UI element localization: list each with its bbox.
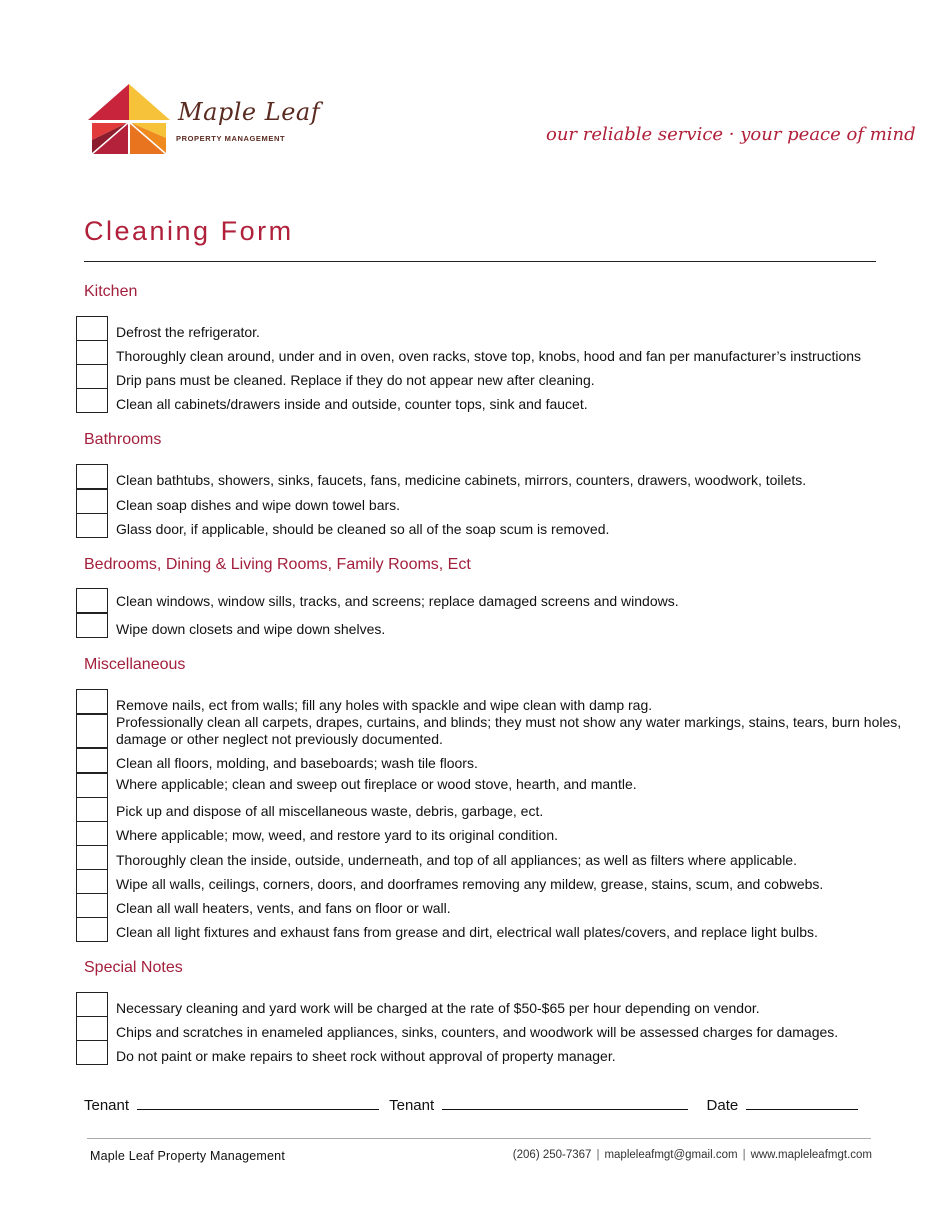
checkbox[interactable] [76,588,108,613]
tenant-signature-field[interactable] [442,1096,688,1110]
checklist-item: Where applicable; clean and sweep out fireplace or wood stove, hearth, and mantle. [116,776,637,792]
date-field[interactable] [746,1096,858,1110]
checkbox[interactable] [76,893,108,918]
house-logo-icon [86,82,172,158]
checkbox[interactable] [76,869,108,894]
checkbox[interactable] [76,340,108,365]
checkbox[interactable] [76,773,108,798]
checklist-item: Clean all wall heaters, vents, and fans on floor or wall. [116,900,451,916]
checkbox[interactable] [76,464,108,489]
company-logo [86,82,326,158]
checklist-item: Pick up and dispose of all miscellaneous waste, debris, garbage, ect. [116,803,544,819]
checkbox[interactable] [76,714,108,748]
footer-company: Maple Leaf Property Management [90,1149,285,1163]
title-divider [84,261,876,262]
checkbox[interactable] [76,388,108,413]
checkbox[interactable] [76,797,108,822]
checkbox[interactable] [76,613,108,638]
checklist-item: Wipe down closets and wipe down shelves. [116,621,386,637]
checkbox[interactable] [76,1016,108,1041]
checklist-item: Professionally clean all carpets, drapes, curtains, and blinds; they must not show any water markings, stains, tears, burn holes, damage or other neglect not previously documented. [116,714,902,747]
checklist-item: Wipe all walls, ceilings, corners, doors, and doorframes removing any mildew, grease, stains, scum, and cobwebs. [116,876,824,892]
checkbox[interactable] [76,845,108,870]
checklist-item: Clean all floors, molding, and baseboards; wash tile floors. [116,755,478,771]
section-title-rooms: Bedrooms, Dining & Living Rooms, Family Rooms, Ect [84,556,471,573]
checkbox[interactable] [76,1040,108,1065]
checklist-item: Where applicable; mow, weed, and restore yard to its original condition. [116,827,559,843]
checkbox[interactable] [76,917,108,942]
tenant-signature-field[interactable] [137,1096,379,1110]
checkbox[interactable] [76,748,108,773]
footer-phone: (206) 250-7367 [512,1149,592,1161]
checklist-item: Clean soap dishes and wipe down towel bars. [116,497,401,513]
footer-email[interactable]: mapleleafmgt@gmail.com [604,1149,738,1161]
footer-contact: (206) 250-7367 | mapleleafmgt@gmail.com | www.mapleleafmgt.com [512,1149,872,1161]
section-title-miscellaneous: Miscellaneous [84,656,186,673]
checkbox[interactable] [76,364,108,389]
checkbox[interactable] [76,992,108,1017]
page-title: Cleaning Form [84,216,294,246]
tenant-label: Tenant [84,1097,130,1114]
checklist-item: Defrost the refrigerator. [116,324,260,340]
checkbox[interactable] [76,316,108,341]
tagline: our reliable service · your peace of mind [546,124,916,145]
checklist-item: Necessary cleaning and yard work will be charged at the rate of $50-$65 per hour depending on vendor. [116,1000,760,1016]
checkbox[interactable] [76,489,108,514]
logo-name: Maple Leaf [178,98,321,126]
section-title-kitchen: Kitchen [84,283,138,300]
checklist-item: Thoroughly clean around, under and in oven, oven racks, stove top, knobs, hood and fan per manufacturer’s instructions [116,348,862,364]
footer-divider [87,1138,871,1139]
tenant-label: Tenant [389,1097,435,1114]
section-title-special-notes: Special Notes [84,959,183,976]
checklist-item: Clean windows, window sills, tracks, and screens; replace damaged screens and windows. [116,593,679,609]
checklist-item: Glass door, if applicable, should be cleaned so all of the soap scum is removed. [116,521,610,537]
checklist-item: Chips and scratches in enameled appliances, sinks, counters, and woodwork will be assessed charges for damages. [116,1024,839,1040]
date-label: Date [706,1097,739,1114]
checkbox[interactable] [76,689,108,714]
checkbox[interactable] [76,821,108,846]
checklist-item: Clean all light fixtures and exhaust fans from grease and dirt, electrical wall plates/covers, and replace light bulbs. [116,924,818,940]
checklist-item: Clean all cabinets/drawers inside and outside, counter tops, sink and faucet. [116,396,588,412]
checklist-item: Clean bathtubs, showers, sinks, faucets, fans, medicine cabinets, mirrors, counters, drawers, woodwork, toilets. [116,472,807,488]
checkbox[interactable] [76,513,108,538]
checklist-item: Remove nails, ect from walls; fill any holes with spackle and wipe clean with damp rag. [116,697,653,713]
section-title-bathrooms: Bathrooms [84,431,162,448]
logo-subtitle: PROPERTY MANAGEMENT [176,134,286,143]
footer-website[interactable]: www.mapleleafmgt.com [750,1149,872,1161]
signature-row [84,1096,864,1114]
checklist-item: Do not paint or make repairs to sheet rock without approval of property manager. [116,1048,616,1064]
checklist-item: Drip pans must be cleaned. Replace if they do not appear new after cleaning. [116,372,595,388]
checklist-item: Thoroughly clean the inside, outside, underneath, and top of all appliances; as well as filters where applicable. [116,852,797,868]
